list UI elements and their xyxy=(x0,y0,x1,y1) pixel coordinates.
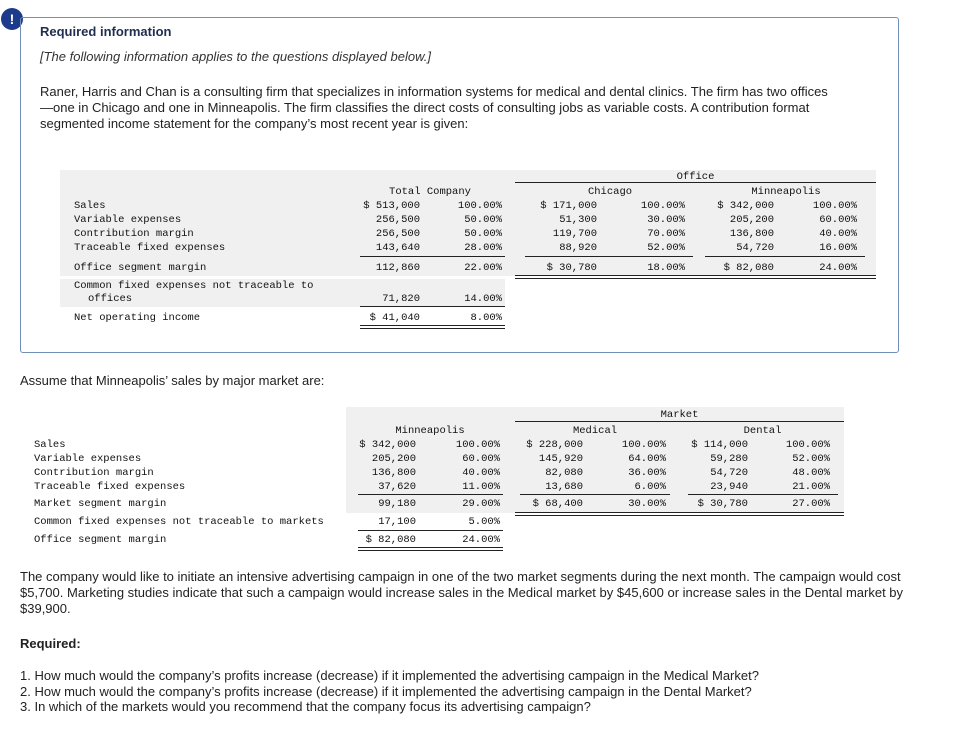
total-value: 256,500 xyxy=(375,214,420,226)
minneapolis-pct: 11.00% xyxy=(462,481,500,493)
col-total-company: Total Company xyxy=(389,186,471,198)
dental-value: $ 114,000 xyxy=(691,439,748,451)
double-rule-segments xyxy=(515,275,876,279)
alert-icon: ! xyxy=(1,8,23,30)
col-minneapolis: Minneapolis xyxy=(751,186,821,198)
total-pct: 50.00% xyxy=(464,228,502,240)
subtotal-rule-minneapolis xyxy=(705,256,865,257)
minneapolis-value: $ 82,080 xyxy=(723,262,774,274)
col-minneapolis: Minneapolis xyxy=(395,425,465,437)
medical-value: $ 68,400 xyxy=(532,498,583,510)
subtotal-rule-office xyxy=(358,530,503,531)
minneapolis-value: 17,100 xyxy=(378,516,416,528)
intro-paragraph: Raner, Harris and Chan is a consulting firm that specializes in information systems for medical and dental clinics. The firm has two offices—one in Chicago and one in Minneapolis. The firm classifies the direct costs of consulting jobs as variable costs. A contribution format segmented income statement for the company’s most recent year is given: xyxy=(40,84,828,131)
double-rule-markets xyxy=(515,512,844,516)
minneapolis-value: $ 82,080 xyxy=(365,534,416,546)
minneapolis-value: 99,180 xyxy=(378,498,416,510)
minneapolis-value: 136,800 xyxy=(729,228,774,240)
col-medical: Medical xyxy=(572,425,618,437)
row-label: Common fixed expenses not traceable to markets xyxy=(34,516,324,528)
minneapolis-value: 54,720 xyxy=(736,242,774,254)
row-label: Variable expenses xyxy=(34,453,142,465)
col-dental: Dental xyxy=(743,425,782,437)
medical-pct: 64.00% xyxy=(628,453,666,465)
medical-pct: 36.00% xyxy=(628,467,666,479)
chicago-value: 119,700 xyxy=(552,228,597,240)
total-pct: 8.00% xyxy=(470,312,502,324)
total-value: $ 41,040 xyxy=(369,312,420,324)
dental-pct: 52.00% xyxy=(792,453,830,465)
dental-pct: 48.00% xyxy=(792,467,830,479)
medical-pct: 30.00% xyxy=(628,498,666,510)
medical-value: 13,680 xyxy=(545,481,583,493)
dental-pct: 100.00% xyxy=(785,439,830,451)
total-pct: 22.00% xyxy=(464,262,502,274)
medical-pct: 6.00% xyxy=(634,481,666,493)
medical-value: 145,920 xyxy=(538,453,583,465)
chicago-value: 51,300 xyxy=(559,214,597,226)
row-label: Contribution margin xyxy=(34,467,154,479)
question-list xyxy=(20,668,759,715)
subtotal-rule-minneapolis xyxy=(358,494,503,495)
market-header-rule xyxy=(515,421,844,422)
subtotal-rule-medical xyxy=(520,494,670,495)
row-label: Traceable fixed expenses xyxy=(74,242,226,254)
chicago-value: $ 30,780 xyxy=(546,262,597,274)
row-label: Sales xyxy=(34,439,66,451)
row-label: Common fixed expenses not traceable to xyxy=(74,280,314,292)
question-item: 1. How much would the company’s profits increase (decrease) if it implemented the advertising campaign in the Medical Market? xyxy=(20,668,759,683)
minneapolis-pct: 24.00% xyxy=(819,262,857,274)
row-label: Market segment margin xyxy=(34,498,167,510)
minneapolis-pct: 40.00% xyxy=(462,467,500,479)
question-item: 3. In which of the markets would you recommend that the company focus its advertising campaign? xyxy=(20,699,591,714)
row-label: Net operating income xyxy=(74,312,201,324)
minneapolis-pct: 60.00% xyxy=(819,214,857,226)
row-label: Contribution margin xyxy=(74,228,194,240)
row-label-continued: offices xyxy=(88,293,133,305)
applies-note: [The following information applies to the questions displayed below.] xyxy=(40,49,431,64)
total-pct: 28.00% xyxy=(464,242,502,254)
minneapolis-value: 205,200 xyxy=(371,453,416,465)
required-information-title: Required information xyxy=(40,24,172,39)
total-pct: 50.00% xyxy=(464,214,502,226)
total-value: $ 513,000 xyxy=(363,200,420,212)
minneapolis-pct: 16.00% xyxy=(819,242,857,254)
row-label: Office segment margin xyxy=(74,262,207,274)
subtotal-rule-dental xyxy=(688,494,838,495)
medical-value: 82,080 xyxy=(545,467,583,479)
dental-value: 23,940 xyxy=(710,481,748,493)
minneapolis-value: 37,620 xyxy=(378,481,416,493)
minneapolis-pct: 40.00% xyxy=(819,228,857,240)
subtotal-rule-chicago xyxy=(525,256,693,257)
minneapolis-pct: 100.00% xyxy=(455,439,500,451)
dental-value: 54,720 xyxy=(710,467,748,479)
minneapolis-value: $ 342,000 xyxy=(717,200,774,212)
row-label: Variable expenses xyxy=(74,214,182,226)
minneapolis-pct: 24.00% xyxy=(462,534,500,546)
market-header: Market xyxy=(660,409,699,421)
campaign-paragraph: The company would like to initiate an intensive advertising campaign in one of the two market segments during the next month. The campaign would cost $5,700. Marketing studies indicate that such a campaign would increase sales in the Medical market by $45,600 or increase sales in the Dental market by $39,900. xyxy=(20,569,904,616)
chicago-pct: 100.00% xyxy=(640,200,685,212)
total-value: 71,820 xyxy=(382,293,420,305)
chicago-pct: 52.00% xyxy=(647,242,685,254)
col-chicago: Chicago xyxy=(587,186,633,198)
chicago-pct: 18.00% xyxy=(647,262,685,274)
chicago-value: $ 171,000 xyxy=(540,200,597,212)
total-pct: 14.00% xyxy=(464,293,502,305)
subtotal-rule-net xyxy=(360,306,505,307)
minneapolis-value: 205,200 xyxy=(729,214,774,226)
minneapolis-value: 136,800 xyxy=(371,467,416,479)
minneapolis-pct: 29.00% xyxy=(462,498,500,510)
minneapolis-pct: 100.00% xyxy=(812,200,857,212)
dental-pct: 21.00% xyxy=(792,481,830,493)
chicago-pct: 30.00% xyxy=(647,214,685,226)
subtotal-rule-total xyxy=(360,256,505,257)
question-item: 2. How much would the company’s profits increase (decrease) if it implemented the advertising campaign in the Dental Market? xyxy=(20,683,752,699)
dental-value: $ 30,780 xyxy=(697,498,748,510)
double-rule-net xyxy=(360,325,505,329)
chicago-value: 88,920 xyxy=(559,242,597,254)
chicago-pct: 70.00% xyxy=(647,228,685,240)
row-label: Traceable fixed expenses xyxy=(34,481,186,493)
minneapolis-pct: 5.00% xyxy=(468,516,500,528)
assume-text: Assume that Minneapolis’ sales by major market are: xyxy=(20,373,325,388)
total-value: 143,640 xyxy=(375,242,420,254)
minneapolis-value: $ 342,000 xyxy=(359,439,416,451)
total-pct: 100.00% xyxy=(457,200,502,212)
dental-pct: 27.00% xyxy=(792,498,830,510)
row-label: Sales xyxy=(74,200,106,212)
total-value: 112,860 xyxy=(375,262,420,274)
double-rule-office xyxy=(358,547,503,551)
required-heading: Required: xyxy=(20,636,81,651)
minneapolis-pct: 60.00% xyxy=(462,453,500,465)
row-label: Office segment margin xyxy=(34,534,167,546)
medical-pct: 100.00% xyxy=(621,439,666,451)
total-value: 256,500 xyxy=(375,228,420,240)
medical-value: $ 228,000 xyxy=(526,439,583,451)
office-header: Office xyxy=(676,171,715,183)
dental-value: 59,280 xyxy=(710,453,748,465)
